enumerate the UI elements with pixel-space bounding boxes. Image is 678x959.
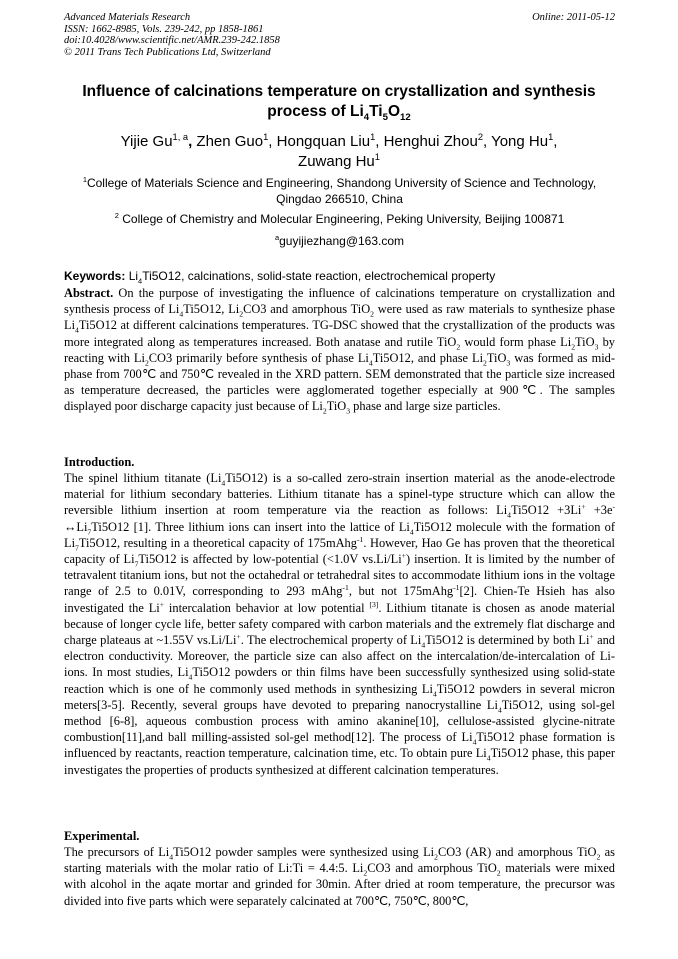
author-name: Hongquan Liu: [276, 133, 371, 150]
journal-name: Advanced Materials Research: [64, 12, 191, 23]
author-name: Henghui Zhou: [383, 133, 478, 150]
issn-line: ISSN: 1662-8985, Vols. 239-242, pp 1858-1861: [64, 23, 264, 35]
keywords: [64, 269, 615, 284]
abstract-text: On the purpose of investigating the influence of calcinations temperature on crystallization and synthesis process of $Li_4Ti5O12$, $Li_2CO3$ and amorphous TiO$_2$ were used as raw materials to synthesize phase $Li_4Ti5O12$ at different calcinations temperatures. TG-DSC showed that the crystallization of the products was more integrated along as temperatures increased. Both anatase and rutile TiO$_2$ would form phase $Li_2TiO_3$ by reacting with $Li_2CO3$ primarily before synthesis of phase $Li_4Ti5O12$, and phase $Li_2TiO_3$ was formed as mid-phase from 700℃ and 750℃ revealed in the XRD pattern. SEM demonstrated that the particle size increased as temperature decreased, the particles were agglomerated together especially at 900℃. The samples displayed poor discharge capacity just because of $Li_2TiO_3$ phase and large size particles.: [64, 286, 615, 416]
introduction-heading: Introduction.: [64, 455, 135, 469]
copyright-line: © 2011 Trans Tech Publications Ltd, Switzerland: [64, 46, 271, 58]
online-date: Online: 2011-05-12: [532, 12, 615, 23]
author-name: Yijie Gu: [120, 133, 173, 150]
author-name: Zhen Guo: [196, 133, 264, 150]
journal-header: [64, 12, 615, 58]
author-name: Yong Hu: [491, 133, 549, 150]
paper-title: [60, 82, 618, 122]
author-name: Zuwang Hu: [298, 153, 375, 170]
abstract-label: Abstract.: [64, 286, 114, 300]
abstract: [64, 285, 615, 415]
experimental-text: The precursors of $Li_4Ti5O12$ powder samples were synthesized using $Li_2CO3$ (AR) and amorphous TiO$_2$ as starting materials with the molar ratio of Li:Ti = 4.4:5. $Li_2CO3$ and amorphous TiO$_2$ materials were mixed with alcohol in the aqate mortar and grinded for 30min. After dried at room temperature, the precursor was divided into five parts which were separately calcinated at 700℃, 750℃, 800℃,: [64, 845, 616, 908]
title-line-2: process of $Li_4Ti_5O_{12}$: [267, 103, 411, 124]
author-list: Yijie Gu$^{1, a}$, Zhen Guo$^1$, Hongquan Liu$^1$, Henghui Zhou$^2$, Yong Hu$^1$, Zuwang Hu$^1$: [120, 132, 558, 170]
experimental-body: [64, 844, 615, 909]
keywords-label: Keywords:: [64, 269, 126, 283]
keywords-text: $Li_4Ti5O12$, calcinations, solid-state reaction, electrochemical property: [128, 269, 496, 286]
experimental-heading: Experimental.: [64, 829, 140, 843]
introduction-text: The spinel lithium titanate $(Li_4Ti5O12)$ is a so-called zero-strain insertion material as the anode-electrode material for lithium secondary batteries. Lithium titanate has a spinel-type structure which can allow the reversible lithium insertion at room temperature via the reaction as follows: $Li_4Ti5O12 +3Li^+ +3e^-$ $\leftrightarrow Li_7Ti5O12$ [1]. Three lithium ions can insert into the lattice of $Li_4Ti5O12$ molecule with the formation of $Li_7Ti5O12$, resulting in a theoretical capacity of 175mAhg$^{-1}$. However, Hao Ge has proven that the theoretical capacity of $Li_7Ti5O12$ is affected by low-potential (<1.0V vs.Li/Li+) insertion. It is limited by the number of tetravalent titanium ions, but not the octahedral or tetrahedral sites to accommodate lithium ions in the voltage range of 2.5 to 0.01V, corresponding to 293 mAhg$^{-1}$, but not 175mAhg$^{-1}$[2]. Chien-Te Hsieh has also investigated the Li+ intercalation behavior at low potential [3]. Lithium titanate is chosen as anode material because of longer cycle life, better safety compared with carbon materials and the extremely flat discharge and charge plateaus at ~1.55V vs.Li/Li+. The electrochemical property of $Li_4Ti5O12$ is determined by both Li+ and electron conductivity. Moreover, the particle size can also affect on the intercalation/de-intercalation of Li-ions. In most studies, $Li_4Ti5O12$ powders or thin films have been successfully synthesized using solid-state reaction which is one of he commonly used methods in synthesizing $Li_4Ti5O12$ powders in several micron meters[3-5]. Recently, several groups have devoted to preparing nanocrystalline $Li_4Ti5O12$, using sol-gel method [6-8], aqueous combustion process with amino akanine[10], cellulose-assisted glycine-nitrate combustion[11],and ball milling-assisted sol-gel method[12]. The process of $Li_4Ti5O12$ phase formation is influenced by reactants, reaction temperature, calcination time, etc. To obtain pure $Li_4Ti5O12$ phase, this paper investigates the properties of products synthesized at different calcination temperatures.: [64, 471, 616, 777]
introduction-body: [64, 470, 615, 778]
doi-line: doi:10.4028/www.scientific.net/AMR.239-242.1858: [64, 35, 280, 46]
title-line-1: Influence of calcinations temperature on crystallization and synthesis: [82, 83, 596, 100]
corresponding-email: $^a$guyijiezhang@163.com: [274, 233, 405, 248]
affiliation-2: $^2$ College of Chemistry and Molecular Engineering, Peking University, Beijing 100871: [114, 211, 565, 226]
affiliation-1: $^1$College of Materials Science and Engineering, Shandong University of Science and Technology, Qingdao 266510, China: [82, 175, 597, 206]
